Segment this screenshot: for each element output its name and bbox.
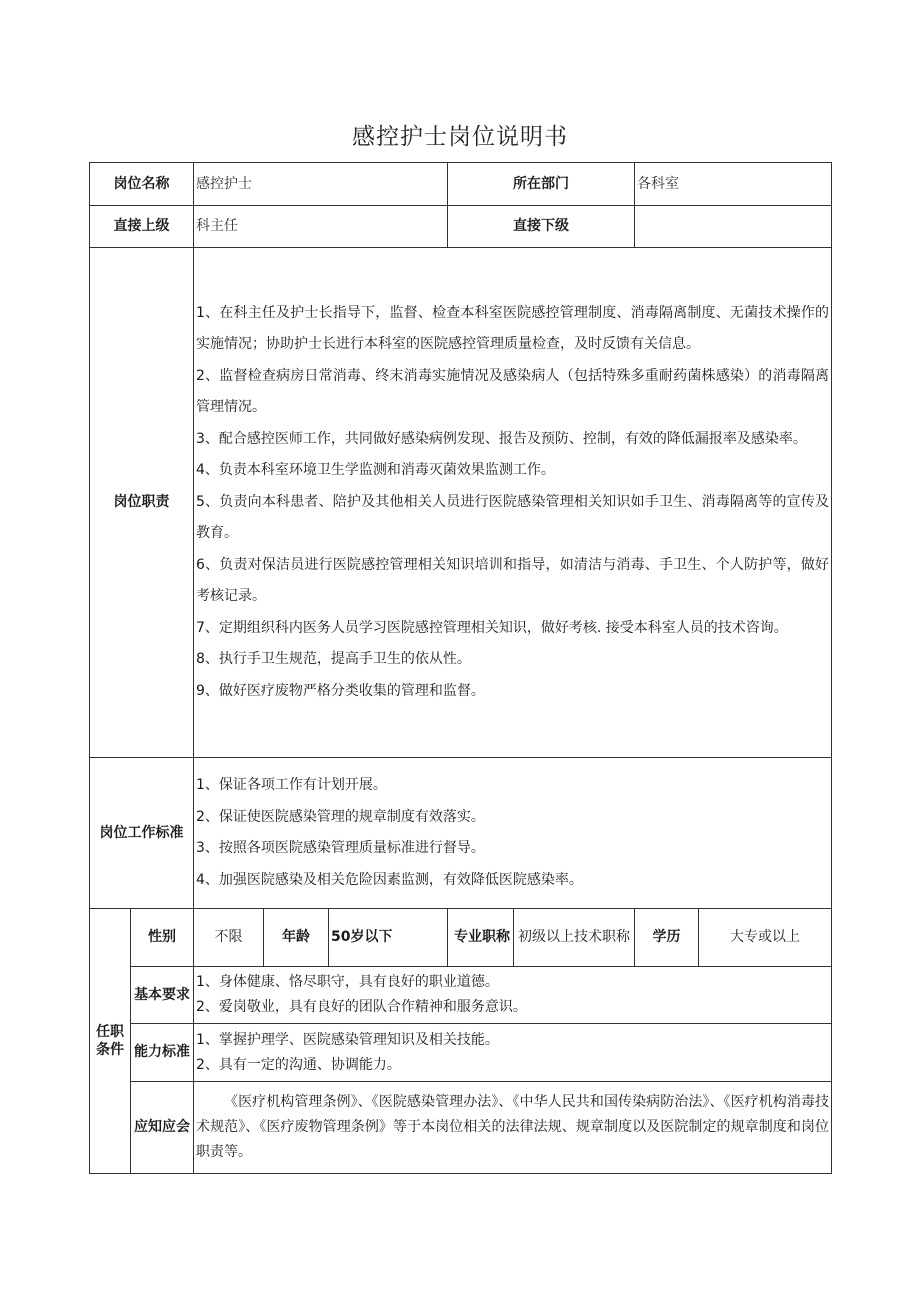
duty-item: 8、执行手卫生规范，提高手卫生的依从性。 bbox=[196, 651, 471, 668]
row-position bbox=[90, 163, 832, 206]
row-knowledge bbox=[90, 1082, 832, 1174]
gender-label: 性别 bbox=[131, 909, 194, 967]
knowledge-content: 《医疗机构管理条例》、《医院感染管理办法》、《中华人民共和国传染病防治法》、《医疗机构消毒技术规范》、《医疗废物管理条例》等于本岗位相关的法律法规、规章制度以及医院制定的规章制度和岗位职责等。 bbox=[194, 1082, 832, 1174]
subordinate-value bbox=[635, 206, 832, 248]
duty-item: 4、负责本科室环境卫生学监测和消毒灭菌效果监测工作。 bbox=[196, 462, 555, 479]
department-label: 所在部门 bbox=[448, 163, 635, 206]
duty-item: 6、负责对保洁员进行医院感控管理相关知识培训和指导，如清洁与消毒、手卫生、个人防护等，做好考核记录。 bbox=[196, 556, 830, 605]
department-value: 各科室 bbox=[635, 163, 832, 206]
job-description-table bbox=[89, 162, 832, 1174]
row-basic-info bbox=[90, 909, 832, 967]
duty-item: 1、在科主任及护士长指导下，监督、检查本科室医院感控管理制度、消毒隔离制度、无菌技术操作的实施情况；协助护士长进行本科室的医院感控管理质量检查，及时反馈有关信息。 bbox=[196, 304, 830, 353]
age-value: 50岁以下 bbox=[329, 909, 448, 967]
education-label: 学历 bbox=[635, 909, 699, 967]
standard-item: 2、保证使医院感染管理的规章制度有效落实。 bbox=[196, 808, 485, 825]
standard-item: 4、加强医院感染及相关危险因素监测，有效降低医院感染率。 bbox=[196, 871, 583, 888]
duties-label: 岗位职责 bbox=[90, 248, 194, 758]
qualifications-label: 任职条件 bbox=[90, 909, 131, 1174]
duty-item: 3、配合感控医师工作，共同做好感染病例发现、报告及预防、控制，有效的降低漏报率及感染率。 bbox=[196, 430, 807, 447]
superior-value: 科主任 bbox=[194, 206, 448, 248]
row-reporting bbox=[90, 206, 832, 248]
document-title: 感控护士岗位说明书 bbox=[352, 124, 568, 150]
age-label: 年龄 bbox=[264, 909, 329, 967]
basic-requirements-label: 基本要求 bbox=[131, 967, 194, 1024]
knowledge-label: 应知应会 bbox=[131, 1082, 194, 1174]
basic-requirement-item: 2、爱岗敬业，具有良好的团队合作精神和服务意识。 bbox=[196, 999, 527, 1015]
ability-item: 1、掌握护理学、医院感染管理知识及相关技能。 bbox=[196, 1031, 499, 1048]
basic-requirement-item: 1、身体健康、恪尽职守，具有良好的职业道德。 bbox=[196, 974, 499, 990]
duty-item: 5、负责向本科患者、陪护及其他相关人员进行医院感染管理相关知识如手卫生、消毒隔离等的宣传及教育。 bbox=[196, 493, 830, 542]
ability-item: 2、具有一定的沟通、协调能力。 bbox=[196, 1056, 401, 1073]
professional-title-label: 专业职称 bbox=[448, 909, 514, 967]
row-basic-requirements bbox=[90, 967, 832, 1024]
ability-label: 能力标准 bbox=[131, 1024, 194, 1082]
position-name-value: 感控护士 bbox=[194, 163, 448, 206]
duties-content bbox=[194, 248, 832, 758]
duty-item: 7、定期组织科内医务人员学习医院感控管理相关知识，做好考核. 接受本科室人员的技术咨询。 bbox=[196, 619, 788, 636]
gender-value: 不限 bbox=[194, 909, 264, 967]
basic-requirements-content bbox=[194, 967, 832, 1024]
professional-title-value: 初级以上技术职称 bbox=[514, 909, 635, 967]
education-value: 大专或以上 bbox=[699, 909, 832, 967]
standards-content bbox=[194, 758, 832, 909]
row-ability bbox=[90, 1024, 832, 1082]
superior-label: 直接上级 bbox=[90, 206, 194, 248]
duty-item: 9、做好医疗废物严格分类收集的管理和监督。 bbox=[196, 682, 485, 699]
standard-item: 1、保证各项工作有计划开展。 bbox=[196, 777, 387, 793]
position-name-label: 岗位名称 bbox=[90, 163, 194, 206]
row-duties bbox=[90, 248, 832, 758]
subordinate-label: 直接下级 bbox=[448, 206, 635, 248]
standards-label: 岗位工作标准 bbox=[90, 758, 194, 909]
ability-content bbox=[194, 1024, 832, 1082]
duty-item: 2、监督检查病房日常消毒、终末消毒实施情况及感染病人（包括特殊多重耐药菌株感染）的消毒隔离管理情况。 bbox=[196, 367, 830, 416]
standard-item: 3、按照各项医院感染管理质量标准进行督导。 bbox=[196, 840, 485, 856]
row-standards bbox=[90, 758, 832, 909]
